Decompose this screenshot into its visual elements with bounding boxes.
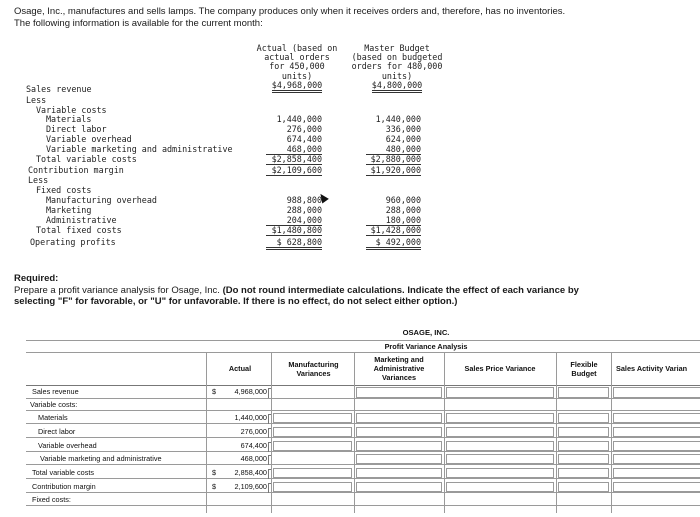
label-less: Less bbox=[26, 95, 47, 105]
actual-marketing: 288,000 bbox=[286, 205, 322, 215]
actual-mfg-overhead: 988,800 bbox=[286, 195, 322, 205]
col-mkt-admin-variances: Marketing and Administrative Variances bbox=[373, 355, 425, 382]
profit-variance-table bbox=[26, 327, 700, 517]
row-total-variable: Total variable costs bbox=[32, 468, 95, 477]
required-instructions bbox=[14, 273, 694, 308]
table-title: Profit Variance Analysis bbox=[384, 342, 468, 351]
input-mfg-direct-labor[interactable] bbox=[273, 427, 352, 437]
required-label: Required: bbox=[14, 273, 59, 284]
actual-var-mkt-admin: 468,000 bbox=[266, 145, 322, 155]
input-price-sales-revenue[interactable] bbox=[446, 387, 554, 398]
input-activity-total-variable[interactable] bbox=[613, 468, 700, 478]
input-activity-contribution-margin[interactable] bbox=[613, 482, 700, 492]
input-mkt-materials[interactable] bbox=[356, 413, 442, 423]
label-total-fixed: Total fixed costs bbox=[36, 225, 122, 235]
master-marketing: 288,000 bbox=[385, 205, 421, 215]
label-mfg-overhead: Manufacturing overhead bbox=[46, 195, 157, 205]
input-mkt-direct-labor[interactable] bbox=[356, 427, 442, 437]
input-flex-sales-revenue[interactable] bbox=[558, 387, 609, 398]
input-mfg-contribution-margin[interactable] bbox=[273, 482, 352, 492]
col-manufacturing-variances: Manufacturing Variances bbox=[288, 360, 339, 378]
master-variable-overhead: 624,000 bbox=[385, 134, 421, 144]
actual-materials: 1,440,000 bbox=[276, 114, 322, 124]
master-materials: 1,440,000 bbox=[375, 114, 421, 124]
input-flex-materials[interactable] bbox=[558, 413, 609, 423]
input-flex-direct-labor[interactable] bbox=[558, 427, 609, 437]
actual-contribution-margin: $2,109,600 bbox=[266, 166, 322, 176]
label-administrative: Administrative bbox=[46, 215, 117, 225]
master-var-mkt-admin: 480,000 bbox=[366, 145, 421, 155]
actual-direct-labor: 276,000 bbox=[286, 124, 322, 134]
input-flex-contribution-margin[interactable] bbox=[558, 482, 609, 492]
actual-administrative: 204,000 bbox=[266, 216, 322, 226]
input-mkt-sales-revenue[interactable] bbox=[356, 387, 442, 398]
value-var-mkt-admin: 468,000 bbox=[240, 454, 267, 463]
input-mkt-variable-overhead[interactable] bbox=[356, 441, 442, 451]
input-price-materials[interactable] bbox=[446, 413, 554, 423]
col-sales-activity-variance: Sales Activity Varian bbox=[616, 364, 688, 373]
label-total-variable: Total variable costs bbox=[36, 154, 137, 164]
master-total-variable: $2,880,000 bbox=[366, 155, 421, 165]
table-company: OSAGE, INC. bbox=[402, 328, 450, 337]
master-direct-labor: 336,000 bbox=[385, 124, 421, 134]
master-total-fixed: $1,428,000 bbox=[366, 226, 421, 236]
row-fixed-costs: Fixed costs: bbox=[32, 495, 71, 504]
col-sales-price-variance: Sales Price Variance bbox=[464, 364, 536, 373]
problem-intro bbox=[14, 6, 694, 30]
row-materials: Materials bbox=[38, 413, 68, 422]
input-activity-direct-labor[interactable] bbox=[613, 427, 700, 437]
required-text: Prepare a profit variance analysis for Osage, Inc. bbox=[14, 284, 223, 296]
actual-revenue-total: $4,968,000 bbox=[272, 81, 322, 93]
actual-total-variable: $2,858,400 bbox=[266, 155, 322, 165]
input-mkt-contribution-margin[interactable] bbox=[356, 482, 442, 492]
input-mfg-materials[interactable] bbox=[273, 413, 352, 423]
actual-operating-profits: $ 628,800 bbox=[266, 238, 322, 250]
row-variable-costs: Variable costs: bbox=[30, 400, 78, 409]
dollar-sign: $ bbox=[212, 468, 217, 477]
label-direct-labor: Direct labor bbox=[46, 124, 107, 134]
input-mkt-total-variable[interactable] bbox=[356, 468, 442, 478]
master-revenue-total: $4,800,000 bbox=[372, 81, 422, 93]
label-contribution-margin: Contribution margin bbox=[28, 165, 124, 175]
label-variable-overhead: Variable overhead bbox=[46, 134, 132, 144]
input-activity-variable-overhead[interactable] bbox=[613, 441, 700, 451]
master-administrative: 180,000 bbox=[366, 216, 421, 226]
intro-line-1: Osage, Inc., manufactures and sells lamps. The company produces only when it receives orders and, therefore, has no inventories. bbox=[14, 6, 566, 17]
input-flex-variable-overhead[interactable] bbox=[558, 441, 609, 451]
input-price-var-mkt-admin[interactable] bbox=[446, 454, 554, 464]
row-variable-overhead: Variable overhead bbox=[38, 441, 97, 450]
row-contribution-margin: Contribution margin bbox=[32, 482, 96, 491]
input-activity-var-mkt-admin[interactable] bbox=[613, 454, 700, 464]
intro-line-2: The following information is available for the current month: bbox=[14, 18, 263, 29]
dollar-sign: $ bbox=[212, 387, 217, 396]
label-less-2: Less bbox=[28, 175, 49, 185]
input-mfg-total-variable[interactable] bbox=[273, 468, 352, 478]
value-contribution-margin: 2,109,600 bbox=[234, 482, 267, 491]
value-materials: 1,440,000 bbox=[234, 413, 267, 422]
input-price-total-variable[interactable] bbox=[446, 468, 554, 478]
label-var-mkt-admin: Variable marketing and administrative bbox=[46, 144, 233, 154]
actual-variable-overhead: 674,400 bbox=[286, 134, 322, 144]
master-column-header: Master Budget (based on budgeted orders for 480,000 units) $4,800,000 bbox=[349, 44, 445, 93]
label-sales-revenue: Sales revenue bbox=[26, 84, 92, 94]
row-var-mkt-admin: Variable marketing and administrative bbox=[40, 454, 162, 463]
input-price-direct-labor[interactable] bbox=[446, 427, 554, 437]
label-materials: Materials bbox=[46, 114, 92, 124]
label-operating-profits: Operating profits bbox=[30, 237, 116, 247]
input-mfg-variable-overhead[interactable] bbox=[273, 441, 352, 451]
dollar-sign: $ bbox=[212, 482, 217, 491]
input-activity-materials[interactable] bbox=[613, 413, 700, 423]
value-sales-revenue: 4,968,000 bbox=[234, 387, 267, 396]
value-direct-labor: 276,000 bbox=[240, 427, 267, 436]
input-activity-sales-revenue[interactable] bbox=[613, 387, 700, 398]
row-direct-labor: Direct labor bbox=[38, 427, 76, 436]
actual-column-header: Actual (based on actual orders for 450,000 units) $4,968,000 bbox=[252, 44, 342, 93]
input-flex-var-mkt-admin[interactable] bbox=[558, 454, 609, 464]
input-mkt-var-mkt-admin[interactable] bbox=[356, 454, 442, 464]
label-marketing: Marketing bbox=[46, 205, 92, 215]
label-fixed-costs: Fixed costs bbox=[36, 185, 92, 195]
required-bold-1: (Do not round intermediate calculations. Indicate the effect of each variance by bbox=[222, 284, 579, 296]
required-bold-2: selecting "F" for favorable, or "U" for unfavorable. If there is no effect, do not select either option.) bbox=[14, 296, 458, 307]
value-total-variable: 2,858,400 bbox=[234, 468, 267, 477]
input-price-variable-overhead[interactable] bbox=[446, 441, 554, 451]
value-variable-overhead: 674,400 bbox=[240, 441, 267, 450]
col-actual: Actual bbox=[228, 364, 252, 373]
col-flexible-budget: Flexible Budget bbox=[570, 360, 598, 378]
input-price-contribution-margin[interactable] bbox=[446, 482, 554, 492]
label-variable-costs: Variable costs bbox=[36, 105, 107, 115]
master-operating-profits: $ 492,000 bbox=[366, 238, 421, 250]
row-sales-revenue: Sales revenue bbox=[32, 387, 79, 396]
master-contribution-margin: $1,920,000 bbox=[366, 166, 421, 176]
actual-total-fixed: $1,480,800 bbox=[266, 226, 322, 236]
master-mfg-overhead: 960,000 bbox=[385, 195, 421, 205]
input-flex-total-variable[interactable] bbox=[558, 468, 609, 478]
